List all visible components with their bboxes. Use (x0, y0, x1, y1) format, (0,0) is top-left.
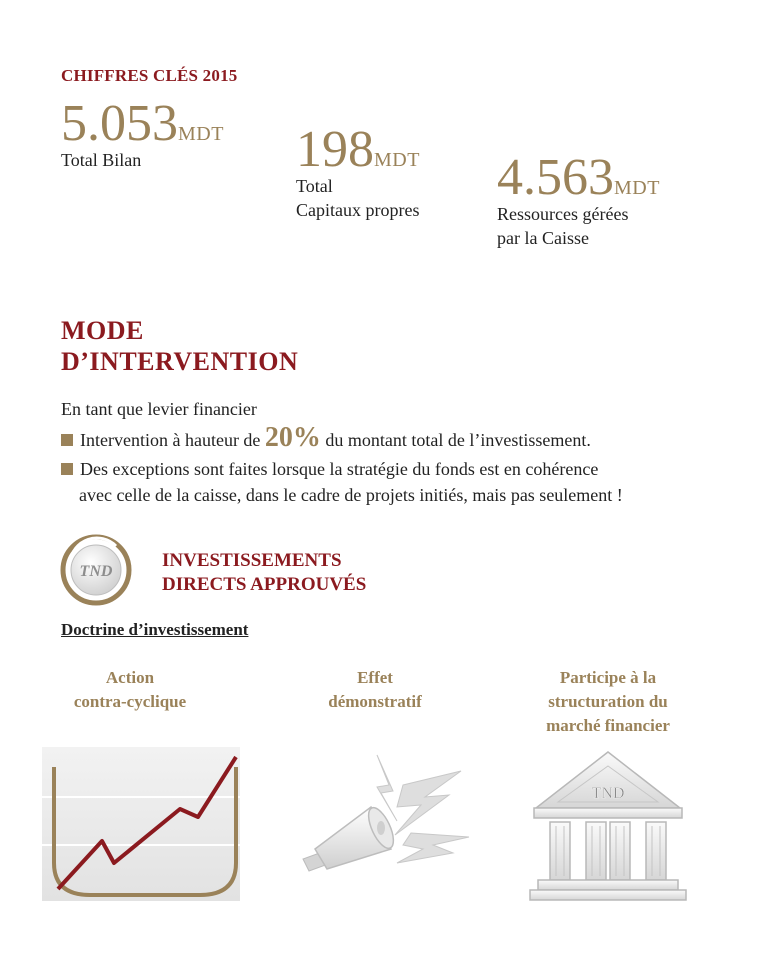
pillar-line: marché financier (546, 716, 670, 735)
stat-label: Total Bilan (61, 150, 142, 170)
bullet-2-line: avec celle de la caisse, dans le cadre de projets initiés, mais pas seulement ! (79, 485, 623, 505)
bank-text: TND (591, 785, 625, 802)
stat-unit: MDT (178, 123, 224, 145)
bullet-1-after: du montant total de l’investissement. (320, 430, 591, 450)
investments-title-line: DIRECTS APPROUVÉS (162, 574, 367, 595)
stat-total-bilan (61, 95, 224, 172)
stat-value: 4.563 (497, 149, 614, 206)
pillar-line: Action (105, 668, 155, 687)
stat-unit: MDT (374, 149, 420, 171)
pillar-line: structuration du (548, 692, 668, 711)
investments-title (162, 549, 366, 597)
investments-title-line: INVESTISSEMENTS (162, 550, 342, 571)
tnd-coin-icon (58, 532, 134, 608)
mode-title-line: MODE (61, 316, 144, 345)
bank-building-icon (528, 748, 688, 903)
bullet-square-icon (61, 463, 73, 475)
bullet-square-icon (61, 434, 73, 446)
mode-title (61, 315, 298, 377)
pillar-line: Participe à la (559, 668, 657, 687)
stat-unit: MDT (614, 177, 660, 199)
bullet-2 (61, 456, 623, 508)
pillar-line: démonstratif (328, 692, 422, 711)
stat-label: Capitaux propres (296, 200, 420, 220)
bullet-1-before: Intervention à hauteur de (80, 430, 265, 450)
mode-intro: En tant que levier financier (61, 399, 257, 419)
stat-label: Total (296, 176, 333, 196)
pillar-line: Effet (357, 668, 393, 687)
megaphone-icon (285, 745, 480, 885)
stat-ressources-gerees (497, 149, 660, 250)
doctrine-label: Doctrine d’investissement (61, 620, 249, 639)
key-figures-heading: CHIFFRES CLÉS 2015 (61, 66, 238, 85)
coin-text: TND (79, 563, 113, 580)
pillar-demonstrative (285, 666, 465, 714)
stat-value: 198 (296, 121, 374, 178)
pillar-countercyclical (40, 666, 220, 714)
bullet-2-line: Des exceptions sont faites lorsque la stratégie du fonds est en cohérence (80, 459, 599, 479)
bullet-1 (61, 422, 591, 453)
pillar-line: contra-cyclique (73, 692, 187, 711)
mode-title-line: D’INTERVENTION (61, 347, 299, 376)
stat-value: 5.053 (61, 95, 178, 152)
stat-label: Ressources gérées (497, 204, 629, 224)
percentage-highlight: 20% (264, 422, 321, 453)
stat-label: par la Caisse (497, 228, 589, 248)
countercyclical-chart-icon (40, 745, 245, 905)
pillar-market-structuring (518, 666, 698, 738)
stat-capitaux-propres (296, 121, 420, 222)
